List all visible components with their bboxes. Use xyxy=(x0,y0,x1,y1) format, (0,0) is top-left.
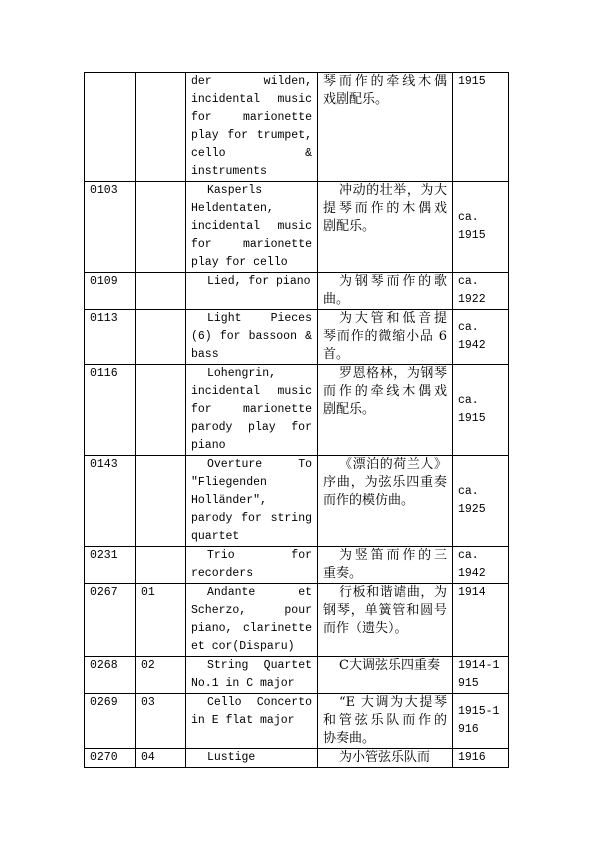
year-line: 1916 xyxy=(458,751,486,764)
catalog-number-cell: 0231 xyxy=(85,547,136,584)
title-line: cello & xyxy=(191,147,312,160)
description-line: 而作（遗失）。 xyxy=(323,621,408,636)
year-cell xyxy=(453,273,509,310)
year-line: 915 xyxy=(458,677,479,690)
year-cell xyxy=(453,547,509,584)
table-row xyxy=(85,547,509,584)
title-line: in E flat major xyxy=(191,714,295,727)
title-line: Lustige xyxy=(207,751,256,764)
title-line: play for cello xyxy=(191,256,288,269)
title-line: Trio for xyxy=(207,549,312,562)
description-line: 而作的模仿曲。 xyxy=(323,493,415,508)
title-line: incidental music xyxy=(191,93,312,106)
title-line: (6) for bassoon & xyxy=(191,330,312,343)
year-line: 1915-1 xyxy=(458,705,500,718)
title-line: Scherzo, pour xyxy=(191,604,312,617)
year-line: ca. xyxy=(458,211,479,224)
title-line: for marionette xyxy=(191,111,312,124)
description-cell xyxy=(318,273,453,310)
table-row xyxy=(85,365,509,456)
description-cell xyxy=(318,694,453,749)
description-line: 《漂泊的荷兰人》 xyxy=(339,457,447,472)
title-line: String Quartet xyxy=(207,659,312,672)
works-table-body xyxy=(85,73,509,768)
description-line: C大调弦乐四重奏 xyxy=(339,658,440,673)
title-line: instruments xyxy=(191,165,267,178)
description-line: 而作的牵线木偶戏 xyxy=(323,384,447,399)
table-row xyxy=(85,310,509,365)
title-line: parody play for xyxy=(191,421,312,434)
title-line: No.1 in C major xyxy=(191,677,295,690)
title-cell xyxy=(186,73,318,182)
year-line: 1942 xyxy=(458,339,486,352)
year-line: 1922 xyxy=(458,293,486,306)
title-line: for marionette xyxy=(191,238,312,251)
title-cell xyxy=(186,182,318,273)
description-cell xyxy=(318,365,453,456)
opus-number-cell: 04 xyxy=(136,749,186,768)
opus-number-cell xyxy=(136,73,186,182)
description-line: 为小管弦乐队而 xyxy=(339,750,431,765)
year-cell xyxy=(453,365,509,456)
description-line: 为竖笛而作的三 xyxy=(339,548,447,563)
title-cell xyxy=(186,694,318,749)
description-line: “E 大调为大提琴 xyxy=(339,695,447,710)
year-cell xyxy=(453,310,509,365)
title-line: incidental music xyxy=(191,220,312,233)
year-line: 1915 xyxy=(458,412,486,425)
title-cell xyxy=(186,584,318,657)
title-line: "Fliegenden xyxy=(191,476,267,489)
year-line: ca. xyxy=(458,485,479,498)
title-line: for marionette xyxy=(191,403,312,416)
description-line: 罗恩格林，为钢琴 xyxy=(339,366,447,381)
year-line: ca. xyxy=(458,275,479,288)
title-cell xyxy=(186,547,318,584)
description-cell xyxy=(318,182,453,273)
title-line: Overture To xyxy=(207,458,312,471)
year-line: 1914-1 xyxy=(458,659,500,672)
table-row xyxy=(85,657,509,694)
title-line: recorders xyxy=(191,567,254,580)
year-line: 1915 xyxy=(458,75,486,88)
description-line: 剧配乐。 xyxy=(323,219,376,234)
title-cell xyxy=(186,456,318,547)
description-cell xyxy=(318,547,453,584)
description-line: 琴而作的微缩小品 6 xyxy=(323,329,447,344)
title-line: Light Pieces xyxy=(207,312,312,325)
description-cell xyxy=(318,456,453,547)
title-line: quartet xyxy=(191,530,240,543)
opus-number-cell xyxy=(136,365,186,456)
title-line: Cello Concerto xyxy=(207,696,312,709)
table-row xyxy=(85,584,509,657)
catalog-number-cell: 0103 xyxy=(85,182,136,273)
title-line: piano xyxy=(191,439,226,452)
title-line: Andante et xyxy=(207,586,312,599)
title-line: parody for string xyxy=(191,512,312,525)
year-line: ca. xyxy=(458,394,479,407)
catalog-number-cell: 0109 xyxy=(85,273,136,310)
year-line: 916 xyxy=(458,723,479,736)
catalog-number-cell xyxy=(85,73,136,182)
year-line: 1925 xyxy=(458,503,486,516)
year-line: 1914 xyxy=(458,586,486,599)
description-line: 为钢琴而作的歌 xyxy=(339,274,447,289)
description-line: 戏剧配乐。 xyxy=(323,92,389,107)
catalog-number-cell: 0113 xyxy=(85,310,136,365)
title-line: play for trumpet, xyxy=(191,129,312,142)
title-line: Heldentaten, xyxy=(191,202,274,215)
description-line: 提琴而作的木偶戏 xyxy=(323,201,447,216)
catalog-number-cell: 0116 xyxy=(85,365,136,456)
title-cell xyxy=(186,657,318,694)
description-cell xyxy=(318,657,453,694)
description-line: 剧配乐。 xyxy=(323,402,376,417)
description-line: 冲动的壮举，为大 xyxy=(339,183,447,198)
table-row xyxy=(85,73,509,182)
title-line: et cor(Disparu) xyxy=(191,640,295,653)
year-line: 1942 xyxy=(458,567,486,580)
year-cell xyxy=(453,456,509,547)
catalog-number-cell: 0267 xyxy=(85,584,136,657)
opus-number-cell: 03 xyxy=(136,694,186,749)
description-cell xyxy=(318,73,453,182)
works-table xyxy=(84,72,509,768)
title-line: Lohengrin, xyxy=(207,367,277,380)
description-cell xyxy=(318,310,453,365)
title-line: bass xyxy=(191,348,219,361)
catalog-number-cell: 0269 xyxy=(85,694,136,749)
table-row xyxy=(85,273,509,310)
description-line: 和管弦乐队而作的 xyxy=(323,713,447,728)
description-line: 琴而作的牵线木偶 xyxy=(323,74,447,89)
title-cell xyxy=(186,273,318,310)
title-line: der wilden, xyxy=(191,75,312,88)
year-cell xyxy=(453,73,509,182)
catalog-number-cell: 0268 xyxy=(85,657,136,694)
description-line: 行板和谐谑曲，为 xyxy=(339,585,447,600)
table-row xyxy=(85,182,509,273)
title-line: incidental music xyxy=(191,385,312,398)
year-cell xyxy=(453,657,509,694)
year-cell xyxy=(453,182,509,273)
year-cell xyxy=(453,749,509,768)
year-cell xyxy=(453,694,509,749)
year-cell xyxy=(453,584,509,657)
year-line: ca. xyxy=(458,549,479,562)
title-cell xyxy=(186,310,318,365)
title-line: Kasperls xyxy=(207,184,263,197)
description-line: 为大管和低音提 xyxy=(339,311,447,326)
table-row xyxy=(85,694,509,749)
table-row xyxy=(85,456,509,547)
opus-number-cell: 02 xyxy=(136,657,186,694)
description-line: 曲。 xyxy=(323,292,350,307)
description-line: 钢琴，单簧管和圆号 xyxy=(323,603,447,618)
opus-number-cell xyxy=(136,547,186,584)
year-line: 1915 xyxy=(458,229,486,242)
year-line: ca. xyxy=(458,321,479,334)
catalog-number-cell: 0270 xyxy=(85,749,136,768)
description-line: 重奏。 xyxy=(323,566,363,581)
opus-number-cell: 01 xyxy=(136,584,186,657)
title-cell xyxy=(186,365,318,456)
title-line: piano, clarinette xyxy=(191,622,312,635)
description-line: 序曲，为弦乐四重奏 xyxy=(323,475,447,490)
opus-number-cell xyxy=(136,182,186,273)
catalog-number-cell: 0143 xyxy=(85,456,136,547)
title-line: Lied, for piano xyxy=(207,275,311,288)
title-line: Holländer", xyxy=(191,494,267,507)
description-line: 首。 xyxy=(323,347,350,362)
opus-number-cell xyxy=(136,310,186,365)
title-cell xyxy=(186,749,318,768)
description-line: 协奏曲。 xyxy=(323,731,376,746)
description-cell xyxy=(318,749,453,768)
opus-number-cell xyxy=(136,273,186,310)
opus-number-cell xyxy=(136,456,186,547)
description-cell xyxy=(318,584,453,657)
table-row xyxy=(85,749,509,768)
